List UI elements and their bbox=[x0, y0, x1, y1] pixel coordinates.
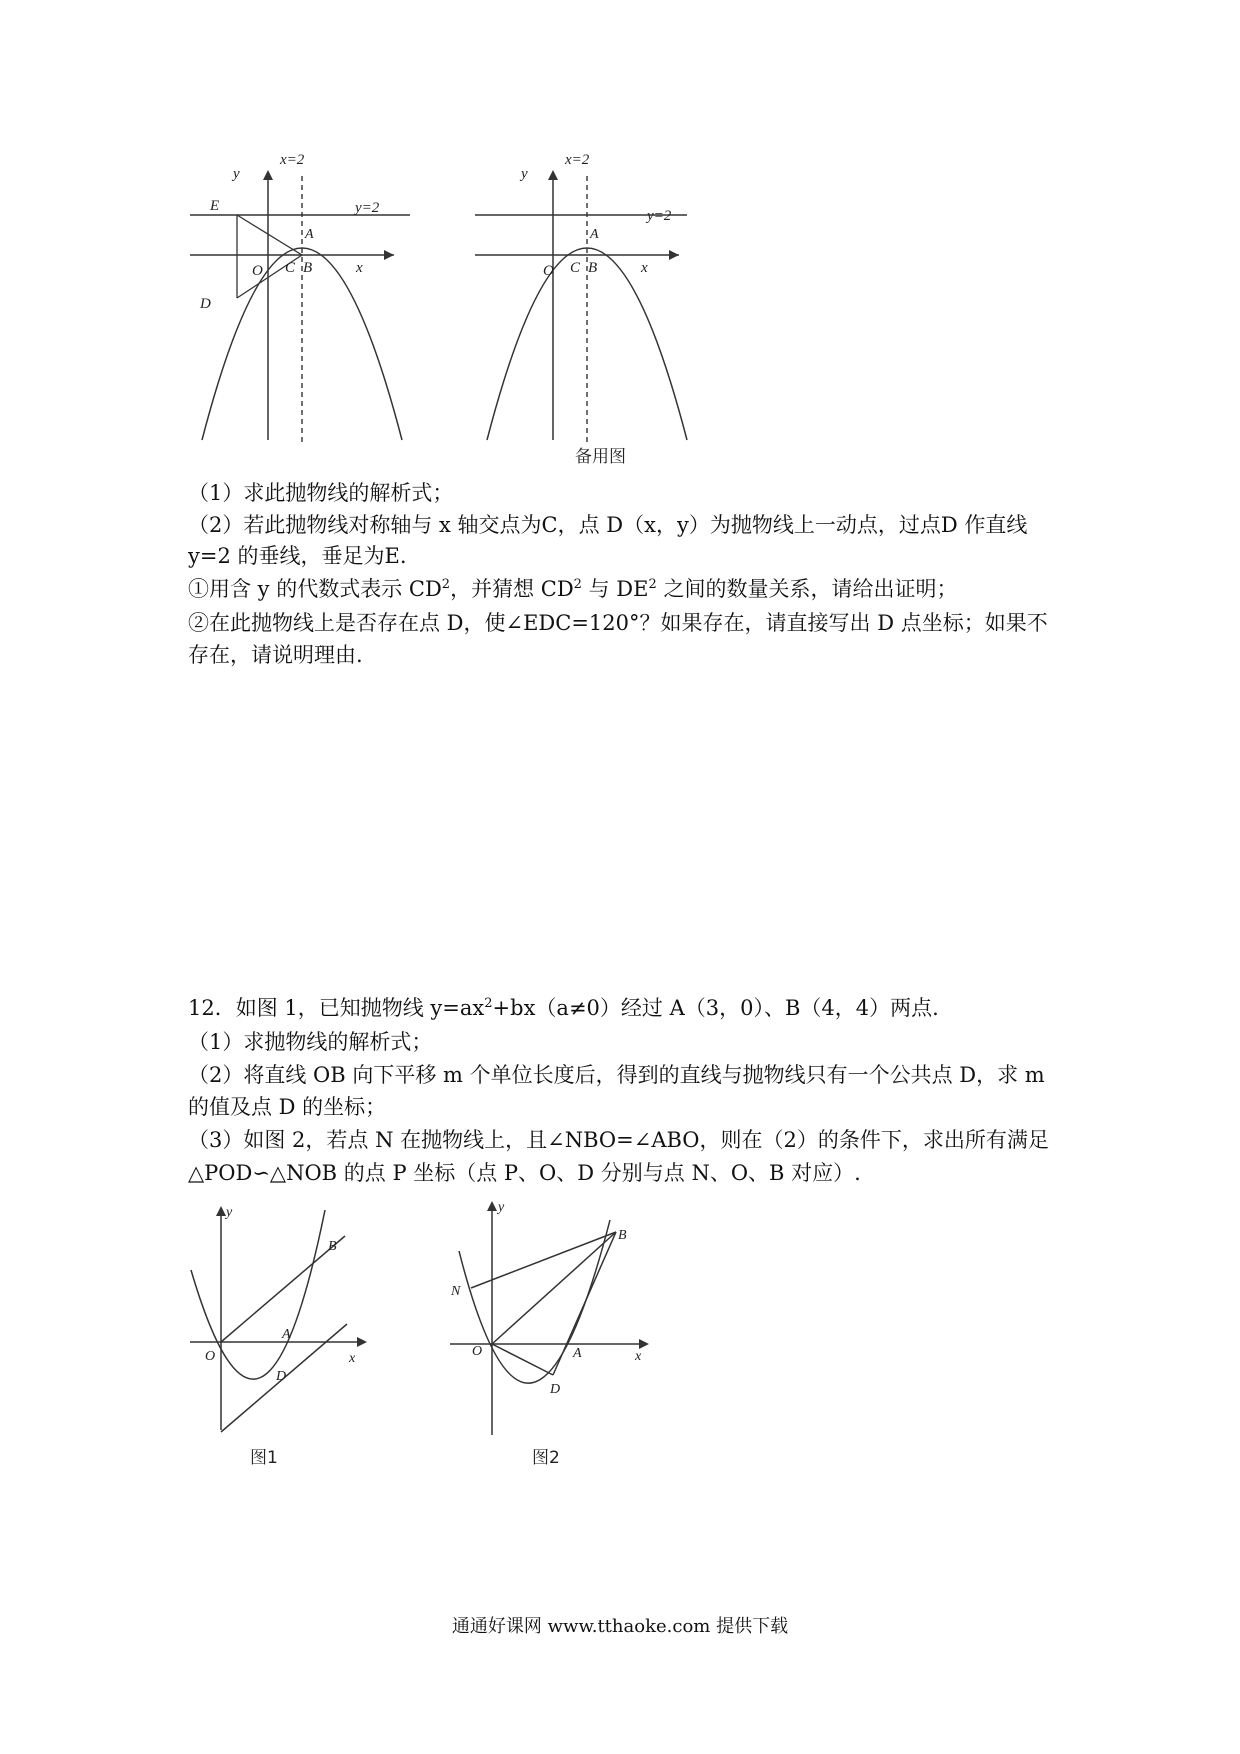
point-label-A: A bbox=[305, 227, 314, 242]
line-label-x2: x=2 bbox=[280, 152, 305, 168]
q11-part2-line2: y=2 的垂线，垂足为E. bbox=[188, 544, 407, 568]
point-label-C: C bbox=[570, 260, 581, 276]
q12-part1: （1）求抛物线的解析式； bbox=[188, 1030, 433, 1054]
q12-stem bbox=[188, 993, 939, 1023]
point-label-A: A bbox=[282, 1327, 291, 1342]
q12-stem-pre: 12．如图 1，已知抛物线 y=ax bbox=[188, 996, 485, 1020]
axis-label-y: y bbox=[521, 166, 528, 182]
q11-sub1 bbox=[188, 574, 957, 604]
point-label-C: C bbox=[285, 260, 296, 276]
point-label-O: O bbox=[252, 263, 263, 279]
point-label-O: O bbox=[472, 1344, 483, 1359]
point-label-B: B bbox=[588, 260, 598, 276]
q11-part2-line1: （2）若此抛物线对称轴与 x 轴交点为C，点 D（x，y）为抛物线上一动点，过点D 作直线 bbox=[188, 513, 1028, 537]
q11-sub2-line2: 存在，请说明理由. bbox=[188, 643, 363, 667]
point-label-A: A bbox=[573, 1346, 582, 1361]
page-footer: 通通好课网 www.tthaoke.com 提供下载 bbox=[451, 1616, 789, 1637]
superscript: 2 bbox=[573, 577, 582, 592]
figure-caption-backup: 备用图 bbox=[575, 447, 626, 467]
point-label-B: B bbox=[328, 1239, 337, 1254]
q11-sub1-pre: ①用含 y 的代数式表示 CD bbox=[188, 577, 442, 601]
q12-stem-post: +bx（a≠0）经过 A（3，0）、B（4，4）两点. bbox=[492, 996, 939, 1020]
axis-label-x: x bbox=[356, 260, 363, 276]
q11-part1: （1）求此抛物线的解析式； bbox=[188, 481, 454, 505]
point-label-O: O bbox=[543, 263, 554, 279]
axis-label-x: x bbox=[349, 1351, 356, 1366]
q12-part3-line1: （3）如图 2，若点 N 在抛物线上，且∠NBO=∠ABO，则在（2）的条件下，求出所有满足 bbox=[188, 1128, 1049, 1152]
axis-label-y: y bbox=[233, 166, 240, 182]
point-label-N: N bbox=[451, 1284, 461, 1299]
line-label-y2: y=2 bbox=[647, 208, 672, 224]
point-label-D: D bbox=[550, 1382, 561, 1397]
point-label-A: A bbox=[590, 227, 599, 242]
point-label-O: O bbox=[205, 1349, 216, 1364]
q11-sub1-mid: ，并猜想 CD bbox=[450, 577, 574, 601]
q12-figure-2 bbox=[445, 1195, 665, 1440]
superscript: 2 bbox=[648, 577, 657, 592]
axis-label-y: y bbox=[226, 1205, 233, 1220]
q11-sub1-post: 之间的数量关系，请给出证明； bbox=[656, 577, 958, 601]
point-label-D: D bbox=[276, 1369, 287, 1384]
axis-label-x: x bbox=[635, 1349, 642, 1364]
superscript: 2 bbox=[484, 996, 493, 1011]
axis-label-y: y bbox=[498, 1200, 505, 1215]
q12-part2-line2: 的值及点 D 的坐标； bbox=[188, 1095, 387, 1119]
q11-sub2-line1: ②在此抛物线上是否存在点 D，使∠EDC=120°？如果存在，请直接写出 D 点坐标；如果不 bbox=[188, 611, 1048, 635]
q12-figure-1 bbox=[185, 1200, 385, 1440]
figure-caption-2: 图2 bbox=[532, 1448, 560, 1468]
line-label-x2: x=2 bbox=[565, 152, 590, 168]
q11-sub1-mid2: 与 DE bbox=[581, 577, 649, 601]
q12-part2-line1: （2）将直线 OB 向下平移 m 个单位长度后，得到的直线与抛物线只有一个公共点 D，求 m bbox=[188, 1063, 1045, 1087]
axis-label-x: x bbox=[641, 260, 648, 276]
line-label-y2: y=2 bbox=[355, 200, 380, 216]
point-label-B: B bbox=[303, 260, 313, 276]
q11-figure-right bbox=[465, 152, 725, 450]
superscript: 2 bbox=[441, 577, 451, 592]
point-label-B: B bbox=[618, 1228, 627, 1243]
figure-caption-1: 图1 bbox=[250, 1448, 278, 1468]
point-label-D: D bbox=[200, 296, 211, 312]
point-label-E: E bbox=[210, 198, 220, 214]
q12-part3-line2: △POD∽△NOB 的点 P 坐标（点 P、O、D 分别与点 N、O、B 对应）. bbox=[188, 1161, 861, 1185]
q11-figure-left bbox=[180, 152, 440, 450]
